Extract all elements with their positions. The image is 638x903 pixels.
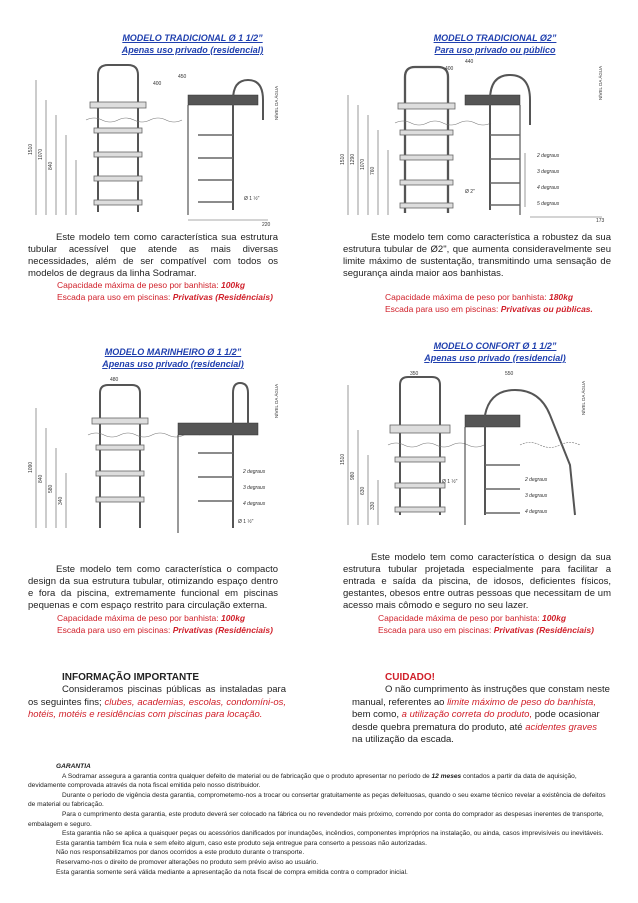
model-2-title: MODELO TRADICIONAL Ø2” Para uso privado ou público — [433, 33, 557, 55]
svg-text:760: 760 — [370, 166, 376, 175]
svg-text:1090: 1090 — [28, 461, 34, 473]
svg-text:450: 450 — [178, 74, 187, 80]
model-1-title: MODELO TRADICIONAL Ø 1 1/2” Apenas uso privado (residencial) — [121, 33, 264, 55]
svg-text:400: 400 — [445, 66, 454, 72]
model-1-description: Este modelo tem como característica sua estrutura tubular acessível que atende as mais diversas necessidades, além de ser compatível com todos os modelos de degraus da linha Sodramar. — [28, 232, 278, 279]
svg-text:Ø 2": Ø 2" — [465, 189, 475, 195]
model-3-description: Este modelo tem como característica o compacto design da sua estrutura tubular, otimizando espaço dentro e fora da piscina, extremamente funcional em piscinas pequenas e com espaço restrito para circulação externa. — [28, 564, 278, 611]
svg-text:3 degraus: 3 degraus — [243, 485, 266, 491]
model-3-specs: Capacidade máxima de peso por banhista: 100kg Escada para uso em piscinas: Privativas (Residênciais) — [57, 613, 273, 635]
info-text: Consideramos piscinas públicas as instaladas para os seguintes fins; clubes, academias, escolas, condomíni-os, hotéis, motéis e residências com piscinas para locação. — [28, 684, 286, 720]
svg-text:840: 840 — [48, 161, 54, 170]
svg-text:580: 580 — [48, 484, 54, 493]
svg-text:1290: 1290 — [350, 153, 356, 165]
svg-text:2 degraus: 2 degraus — [525, 477, 548, 483]
svg-text:Ø 1 ½": Ø 1 ½" — [442, 479, 458, 485]
caution-text: O não cumprimento às instruções que constam neste manual, referentes ao limite máximo de peso do banhista, bem como, a utilização correta do produto, pode ocasionar desde quebra prematura do produto, até acidentes graves na utilização da escada. — [352, 684, 610, 745]
svg-text:3 degraus: 3 degraus — [525, 493, 548, 499]
svg-text:1510: 1510 — [340, 153, 346, 165]
model-4-diagram — [340, 365, 610, 540]
svg-text:220: 220 — [262, 222, 271, 228]
info-title: INFORMAÇÃO IMPORTANTE — [62, 672, 200, 683]
svg-text:Ø 1 ½": Ø 1 ½" — [244, 196, 260, 202]
svg-text:4 degraus: 4 degraus — [537, 185, 560, 191]
m1-dim: 1510 — [28, 143, 34, 155]
model-1-diagram — [28, 60, 290, 228]
svg-text:400: 400 — [153, 81, 162, 87]
svg-text:440: 440 — [465, 59, 474, 65]
svg-text:1510: 1510 — [340, 453, 346, 465]
svg-text:1070: 1070 — [38, 148, 44, 160]
caution-title: CUIDADO! — [385, 672, 435, 683]
model-1-specs: Capacidade máxima de peso por banhista: 100kg Escada para uso em piscinas: Privativas (Residênciais) — [57, 280, 273, 302]
svg-text:2 degraus: 2 degraus — [537, 153, 560, 159]
svg-text:5 degraus: 5 degraus — [537, 201, 560, 207]
svg-text:550: 550 — [505, 371, 514, 377]
model-4-title: MODELO CONFORT Ø 1 1/2” Apenas uso privado (residencial) — [424, 341, 566, 363]
svg-text:NÍVEL DA ÁGUA: NÍVEL DA ÁGUA — [598, 65, 603, 100]
model-2-diagram — [340, 55, 610, 223]
svg-text:330: 330 — [370, 501, 376, 510]
svg-text:3 degraus: 3 degraus — [537, 169, 560, 175]
svg-text:2 degraus: 2 degraus — [243, 469, 266, 475]
svg-text:340: 340 — [58, 496, 64, 505]
svg-text:480: 480 — [110, 377, 119, 383]
svg-text:4 degraus: 4 degraus — [525, 509, 548, 515]
model-4-specs: Capacidade máxima de peso por banhista: 100kg Escada para uso em piscinas: Privativas (Residênciais) — [378, 613, 594, 635]
svg-text:Ø 1 ½": Ø 1 ½" — [238, 519, 254, 525]
svg-text:980: 980 — [350, 471, 356, 480]
svg-text:173: 173 — [596, 218, 605, 223]
model-2-description: Este modelo tem como característica a robustez da sua estrutura tubular de Ø2", que aumenta consideravelmente seu limite máximo de sustentação, transmitindo uma sensação de segurança ainda maior aos banhistas. — [343, 232, 611, 279]
svg-text:630: 630 — [360, 486, 366, 495]
warranty-title: GARANTIA — [56, 763, 91, 770]
model-3-diagram — [28, 373, 290, 543]
svg-text:840: 840 — [38, 474, 44, 483]
svg-text:1070: 1070 — [360, 158, 366, 170]
model-2-specs: Capacidade máxima de peso por banhista: 180kg Escada para uso em piscinas: Privativas ou públicas. — [385, 292, 593, 314]
svg-text:NÍVEL DA ÁGUA: NÍVEL DA ÁGUA — [274, 383, 279, 418]
model-3-title: MODELO MARINHEIRO Ø 1 1/2” Apenas uso privado (residencial) — [102, 347, 244, 369]
svg-text:350: 350 — [410, 371, 419, 377]
svg-text:NÍVEL DA ÁGUA: NÍVEL DA ÁGUA — [581, 380, 586, 415]
svg-text:4 degraus: 4 degraus — [243, 501, 266, 507]
warranty-section: GARANTIA A Sodramar assegura a garantia contra qualquer defeito de material ou de fabricação que o produto apresentar no período de 12 meses contados a partir da data de aquisição, devidamente comprovada através da nota fiscal emitida pelo nosso distribuidor. Durante o período de vigência desta garantia, comprometemo-nos a trocar ou consertar gratuitamente as peças defeituosas, quando o seu exame técnico revelar a existência de defeitos de material ou fabricação. Para o cumprimento desta garantia, este produto deverá ser colocado na fábrica ou no revendedor mais próximo, correndo por conta do comprador as despesas inerentes de transporte, embalagem e seguro. Esta garantia não se aplica a quaisquer peças ou acessórios danificados por inundações, incêndios, componentes impróprios na instalação, ou ainda, casos imprevisíveis ou inevitáveis. Esta garantia também fica nula e sem efeito algum, caso este produto seja entregue para conserto a pessoas não autorizadas. Não nos responsabilizamos por danos ocorridos a este produto durante o transporte. Reservamo-nos o direito de promover alterações no produto sem prévio aviso ao usuário. Esta garantia somente será válida mediante a apresentação da nota fiscal de compra emitida contra o comprador inicial. — [28, 763, 606, 876]
model-4-description: Este modelo tem como característica o design da sua estrutura tubular projetada especialmente para facilitar a entrada e saída da piscina, de idosos, deficientes físicos, gestantes, obesos entre outras pessoas que necessitam de um acesso mais cômodo e seguro no seu lazer. — [343, 552, 611, 611]
svg-text:NÍVEL DA ÁGUA: NÍVEL DA ÁGUA — [274, 85, 279, 120]
